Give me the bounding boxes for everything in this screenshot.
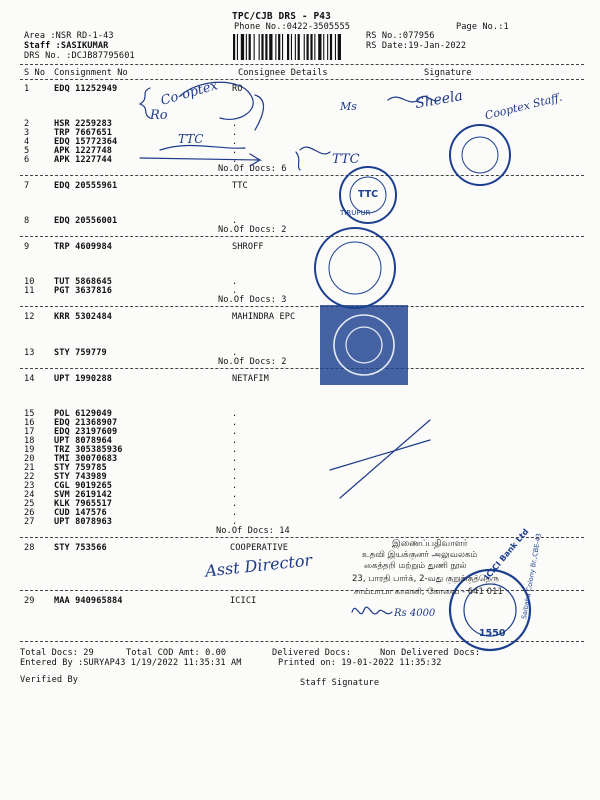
row-sno: 9 (24, 242, 30, 252)
row-consignee: . (232, 277, 238, 287)
row-consignee: . (232, 445, 238, 455)
row-consignment: POL 6129049 (54, 409, 113, 419)
row-consignment: TRP 7667651 (54, 128, 113, 138)
row-consignee: NETAFIM (232, 374, 269, 384)
row-sno: 23 (24, 481, 35, 491)
exports-round-stamp (315, 228, 395, 308)
col-signature: Signature (424, 68, 472, 78)
loop-stroke (160, 145, 245, 150)
row-sno: 5 (24, 146, 30, 156)
row-consignee: MAHINDRA EPC (232, 312, 296, 322)
row-consignment: CUD 147576 (54, 508, 107, 518)
entered-by: Entered By :SURYAP43 1/19/2022 11:35:31 AM (20, 658, 242, 668)
row-sno: 15 (24, 409, 35, 419)
row-consignee: . (232, 472, 238, 482)
row-consignee: . (232, 436, 238, 446)
row-consignee: . (232, 508, 238, 518)
row-consignment: TRZ 305385936 (54, 445, 123, 455)
curve-stroke (296, 152, 300, 170)
row-sno: 6 (24, 155, 30, 165)
row-consignment: KLK 7965517 (54, 499, 113, 509)
row-sno: 27 (24, 517, 35, 527)
round-stamp-right (450, 125, 510, 185)
col-consignment: Consignment No (54, 68, 128, 78)
row-consignee: . (232, 119, 238, 129)
row-sno: 3 (24, 128, 30, 138)
non-delivered-docs: Non Delivered Docs: (380, 648, 481, 658)
handwritten-sheela: Sheela (413, 87, 465, 113)
row-sno: 12 (24, 312, 35, 322)
tamil-stamp-line: உதவி இயக்குனர் அலுவலகம் (362, 550, 478, 560)
row-sno: 13 (24, 348, 35, 358)
row-consignment: TMI 30070683 (54, 454, 118, 464)
row-consignment: UPT 8078963 (54, 517, 113, 527)
total-docs: Total Docs: 29 (20, 648, 94, 658)
stamp-ttc-label: TTC (358, 189, 379, 200)
handwritten-cooptex-staff: Cooptex Staff. (483, 90, 564, 123)
row-consignee: . (232, 427, 238, 437)
brace-stroke (140, 88, 150, 118)
handwritten-ttc: TTC (178, 132, 204, 146)
row-consignee: . (232, 499, 238, 509)
row-sno: 24 (24, 490, 35, 500)
row-consignment: CGL 9019265 (54, 481, 113, 491)
row-consignee: . (232, 517, 238, 527)
document-title: TPC/CJB DRS - P43 (232, 11, 331, 22)
col-sno: S No (24, 68, 46, 78)
row-consignee: . (232, 490, 238, 500)
stamp-ttc-sub: TIRUPUR (340, 209, 371, 217)
checkmark-stroke (300, 147, 330, 154)
row-consignee: . (232, 128, 238, 138)
rs-date: RS Date:19-Jan-2022 (366, 41, 467, 51)
row-consignment: HSR 2259283 (54, 119, 113, 129)
row-consignee: . (232, 348, 238, 358)
square-seal (320, 305, 408, 385)
row-consignment: STY 743989 (54, 472, 107, 482)
printed-on: Printed on: 19-01-2022 11:35:32 (278, 658, 442, 668)
signature-scrawl (352, 607, 392, 614)
row-sno: 10 (24, 277, 35, 287)
row-sno: 20 (24, 454, 35, 464)
row-consignment: STY 759779 (54, 348, 107, 358)
row-consignee: TTC (232, 181, 248, 191)
cancel-line (340, 420, 430, 498)
total-cod: Total COD Amt: 0.00 (126, 648, 227, 658)
handwritten-ttc: TTC (332, 152, 360, 167)
row-consignment: STY 759785 (54, 463, 107, 473)
row-consignee: . (232, 418, 238, 428)
row-consignment: UPT 1990288 (54, 374, 113, 384)
row-consignee: COOPERATIVE (230, 543, 289, 553)
row-sno: 8 (24, 216, 30, 226)
icici-bank-label: ICICI Bank Ltd (482, 527, 531, 582)
row-consignment: APK 1227744 (54, 155, 113, 165)
row-sno: 29 (24, 596, 35, 606)
row-consignment: TUT 5868645 (54, 277, 113, 287)
row-sno: 25 (24, 499, 35, 509)
row-consignment: EDQ 20555961 (54, 181, 118, 191)
tamil-stamp-line: கைத்தறி மற்றும் துணி நூல் (364, 561, 467, 571)
row-sno: 4 (24, 137, 30, 147)
row-consignment: STY 753566 (54, 543, 107, 553)
phone-number: Phone No.:0422-3505555 (234, 22, 351, 32)
handwritten-cooptex: Co-optex (159, 78, 220, 109)
delivered-docs: Delivered Docs: (272, 648, 352, 658)
tamil-stamp-line: 23, பாரதி பார்க், 2-வது குறுக்குத்தெரு (352, 574, 499, 584)
tamil-stamp-line: இணைப்பதிவாளர் (392, 539, 468, 549)
rs-number: RS No.:077956 (366, 31, 435, 41)
row-consignee: . (232, 146, 238, 156)
row-consignment: UPT 8078964 (54, 436, 113, 446)
doc-count: No.Of Docs: 2 (218, 357, 287, 367)
row-consignee: . (232, 216, 238, 226)
row-sno: 26 (24, 508, 35, 518)
row-consignee: . (232, 463, 238, 473)
icici-branch: Saibaba Colony Br.,CBE-43 (519, 532, 543, 620)
row-consignment: SVM 2619142 (54, 490, 113, 500)
row-sno: 17 (24, 427, 35, 437)
row-consignee: RO (232, 84, 243, 94)
row-sno: 18 (24, 436, 35, 446)
row-consignment: PGT 3637816 (54, 286, 113, 296)
row-consignee: . (232, 481, 238, 491)
row-consignee: SHROFF (232, 242, 264, 252)
row-sno: 28 (24, 543, 35, 553)
area-label: Area :NSR RD-1-43 (24, 31, 114, 41)
row-consignment: EDQ 11252949 (54, 84, 118, 94)
handwritten-asst-director: Asst Director (204, 550, 313, 581)
row-sno: 14 (24, 374, 35, 384)
row-sno: 1 (24, 84, 30, 94)
doc-count: No.Of Docs: 6 (218, 164, 287, 174)
row-sno: 19 (24, 445, 35, 455)
row-sno: 7 (24, 181, 30, 191)
curve-stroke (255, 95, 264, 130)
row-consignee: ICICI (230, 596, 257, 606)
row-sno: 22 (24, 472, 35, 482)
row-consignment: EDQ 21368907 (54, 418, 118, 428)
doc-count: No.Of Docs: 2 (218, 225, 287, 235)
row-consignment: KRR 5302484 (54, 312, 113, 322)
row-consignee: . (232, 454, 238, 464)
tamil-stamp-line: சாய்பாபா காலனி, கோவை - 641 011 (354, 587, 503, 597)
row-consignment: TRP 4609984 (54, 242, 113, 252)
row-consignee: . (232, 409, 238, 419)
row-consignment: EDQ 23197609 (54, 427, 118, 437)
staff-label: Staff :SASIKUMAR (24, 41, 109, 51)
page-number: Page No.:1 (456, 22, 509, 32)
sign-amount: Rs 4000 (394, 608, 436, 619)
row-sno: 21 (24, 463, 35, 473)
row-consignee: . (232, 137, 238, 147)
drs-number: DRS No. :DCJB87795601 (24, 51, 135, 61)
row-consignee: . (232, 155, 238, 165)
row-sno: 11 (24, 286, 35, 296)
doc-count: No.Of Docs: 14 (216, 526, 290, 536)
row-sno: 16 (24, 418, 35, 428)
row-consignment: MAA 940965884 (54, 596, 123, 606)
doc-count: No.Of Docs: 3 (218, 295, 287, 305)
row-consignment: APK 1227748 (54, 146, 113, 156)
row-consignee: . (232, 286, 238, 296)
col-consignee: Consignee Details (238, 68, 328, 78)
row-sno: 2 (24, 119, 30, 129)
handwritten-ms: Ms (340, 100, 357, 113)
icici-code: 1550 (479, 628, 506, 639)
cancel-line (330, 440, 430, 470)
verified-by: Verified By (20, 675, 79, 685)
row-consignment: EDQ 15772364 (54, 137, 118, 147)
row-consignment: EDQ 20556001 (54, 216, 118, 226)
staff-signature: Staff Signature (300, 678, 380, 688)
handwritten-ro: Ro (150, 108, 168, 123)
arrow-stroke (140, 154, 260, 166)
